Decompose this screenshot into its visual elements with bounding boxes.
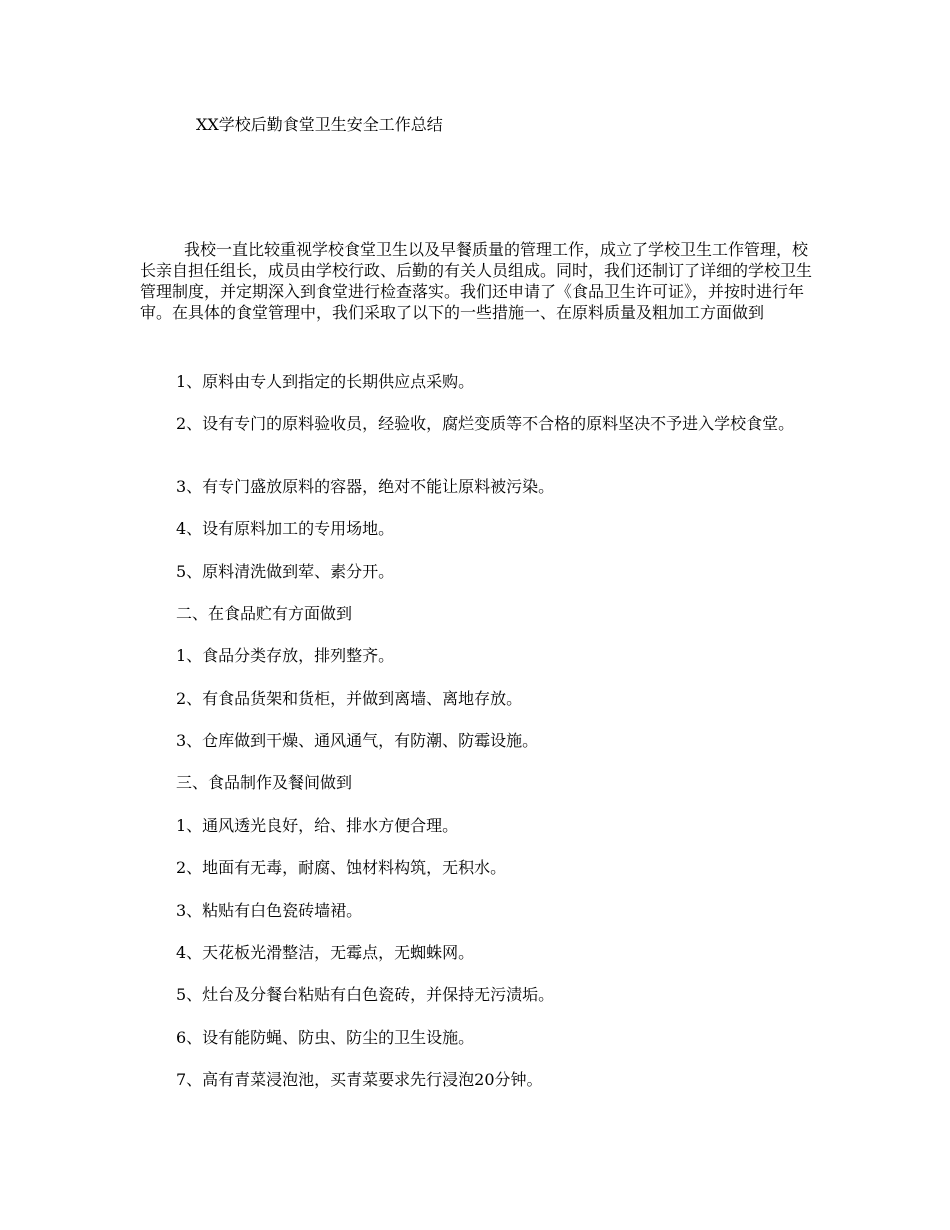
list-item: 6、设有能防蝇、防虫、防尘的卫生设施。: [176, 1028, 475, 1047]
list-item: 7、高有青菜浸泡池，买青菜要求先行浸泡20分钟。: [176, 1070, 543, 1089]
page-title: XX学校后勤食堂卫生安全工作总结: [196, 115, 443, 134]
list-item: 4、设有原料加工的专用场地。: [176, 519, 395, 538]
list-item: 1、原料由专人到指定的长期供应点采购。: [176, 372, 475, 391]
list-item: 1、通风透光良好，给、排水方便合理。: [176, 816, 459, 835]
intro-paragraph: 我校一直比较重视学校食堂卫生以及早餐质量的管理工作，成立了学校卫生工作管理，校长亲自担任组长，成员由学校行政、后勤的有关人员组成。同时，我们还制订了详细的学校卫生管理制度，并定期深入到食堂进行检查落实。我们还申请了《食品卫生许可证》，并按时进行年审。在具体的食堂管理中，我们采取了以下的一些措施一、在原料质量及粗加工方面做到: [140, 240, 813, 322]
list-item: 2、设有专门的原料验收员，经验收，腐烂变质等不合格的原料坚决不予进入学校食堂。: [176, 414, 795, 433]
list-item: 4、天花板光滑整洁，无霉点，无蜘蛛网。: [176, 943, 475, 962]
list-item: 3、仓库做到干燥、通风通气，有防潮、防霉设施。: [176, 731, 539, 750]
list-item: 1、食品分类存放，排列整齐。: [176, 646, 395, 665]
section-heading: 三、食品制作及餐间做到: [176, 773, 353, 792]
section-heading: 二、在食品贮有方面做到: [176, 604, 353, 623]
list-item: 2、有食品货架和货柜，并做到离墙、离地存放。: [176, 689, 523, 708]
list-item: 3、粘贴有白色瓷砖墙裙。: [176, 901, 363, 920]
list-item: 5、原料清洗做到荤、素分开。: [176, 562, 395, 581]
list-item: 2、地面有无毒，耐腐、蚀材料构筑，无积水。: [176, 858, 507, 877]
list-item: 3、有专门盛放原料的容器，绝对不能让原料被污染。: [176, 477, 555, 496]
list-item: 5、灶台及分餐台粘贴有白色瓷砖，并保持无污渍垢。: [176, 985, 555, 1004]
